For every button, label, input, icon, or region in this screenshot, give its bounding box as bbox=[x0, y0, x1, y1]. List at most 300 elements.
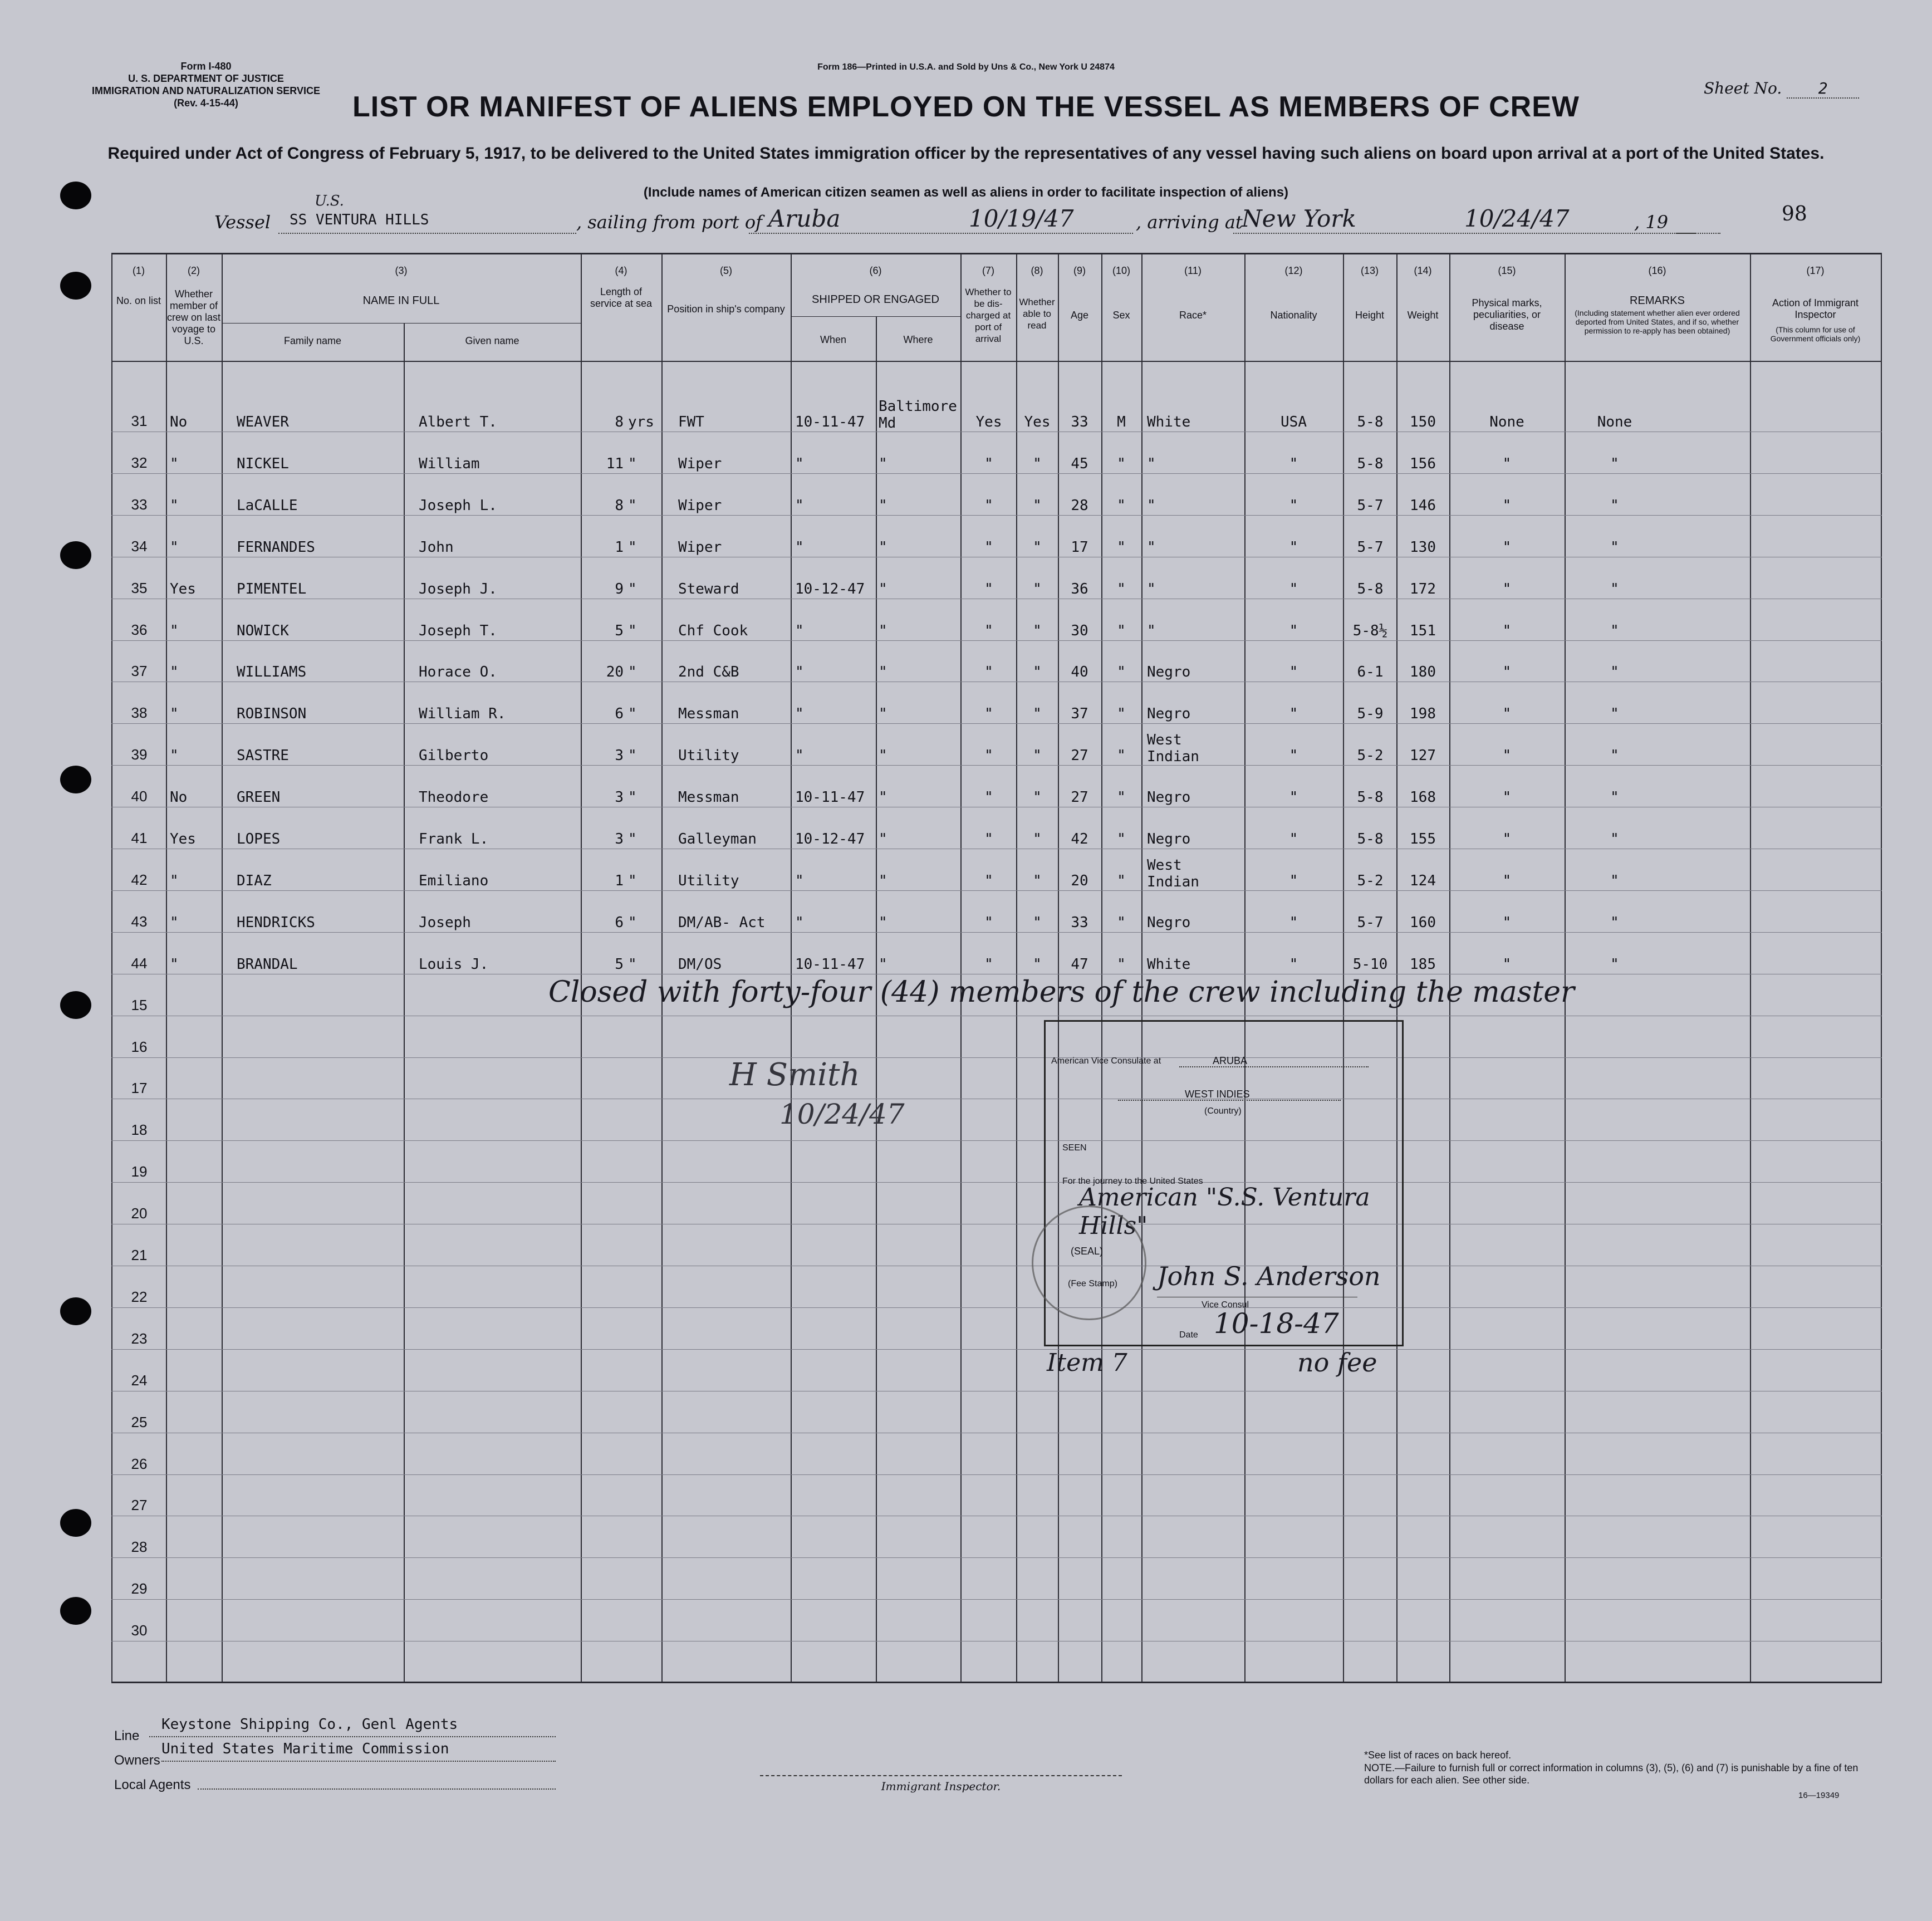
cell-discharged: Yes bbox=[975, 414, 1002, 430]
cell-discharged: " bbox=[984, 497, 993, 514]
cell-nationality: " bbox=[1289, 914, 1298, 931]
cell-service: 1 bbox=[615, 872, 624, 889]
cell-given: Joseph T. bbox=[419, 622, 497, 639]
cell-read: " bbox=[1033, 705, 1042, 723]
cell-age: 20 bbox=[1071, 872, 1088, 889]
cell-age: 36 bbox=[1071, 580, 1088, 597]
cell-where: " bbox=[879, 914, 887, 931]
cell-given: William bbox=[419, 455, 480, 472]
col-line bbox=[222, 253, 223, 1683]
cell-position: Utility bbox=[678, 747, 739, 765]
col-number: (6) bbox=[869, 265, 882, 276]
col-number: (11) bbox=[1184, 265, 1202, 276]
cell-service: 8 bbox=[615, 497, 624, 514]
cell-service: 5 bbox=[615, 955, 624, 973]
cell-nationality: " bbox=[1289, 664, 1298, 681]
row-number: 18 bbox=[131, 1121, 148, 1139]
col-number: (3) bbox=[395, 265, 408, 276]
cell-service: 3 bbox=[615, 831, 624, 847]
revision: (Rev. 4-15-44) bbox=[174, 97, 238, 109]
cell-unit: " bbox=[628, 789, 637, 806]
col-number: (8) bbox=[1031, 265, 1043, 276]
line-label: Line bbox=[114, 1728, 140, 1743]
cell-position: Messman bbox=[678, 789, 739, 806]
row-number: 38 bbox=[131, 704, 148, 722]
cell-position: Chf Cook bbox=[678, 622, 748, 639]
cell-discharged: " bbox=[984, 664, 993, 681]
cell-unit: " bbox=[628, 455, 637, 472]
cell-given: Joseph J. bbox=[419, 580, 497, 597]
immigrant-inspector-label: Immigrant Inspector. bbox=[881, 1780, 1001, 1793]
sailing-label: , sailing from port of bbox=[576, 212, 762, 233]
cell-nationality: " bbox=[1289, 705, 1298, 723]
cell-service: 11 bbox=[606, 455, 624, 472]
cell-sex: " bbox=[1117, 789, 1126, 806]
cell-age: 33 bbox=[1071, 414, 1088, 430]
header-when: When bbox=[820, 334, 847, 345]
header-age: Age bbox=[1070, 310, 1089, 321]
inspector-signature-date: 10/24/47 bbox=[779, 1098, 905, 1130]
cell-race: " bbox=[1147, 538, 1156, 556]
cell-height: 6-1 bbox=[1357, 664, 1384, 681]
cell-prev: No bbox=[170, 789, 188, 806]
table-top-border bbox=[111, 253, 1882, 254]
port-from: Aruba bbox=[768, 205, 841, 232]
cell-where: " bbox=[879, 497, 887, 514]
legal-requirement: Required under Act of Congress of February 5, 1917, to be delivered to the United States immigration officer by the representatives of any vessel having such aliens on board upon arrival at a port of the United States. bbox=[107, 144, 1825, 163]
punch-hole bbox=[60, 272, 91, 300]
row-number: 24 bbox=[131, 1371, 148, 1389]
cell-sex: " bbox=[1117, 497, 1126, 514]
stamp-date-label: Date bbox=[1179, 1330, 1198, 1340]
owners-underline bbox=[161, 1761, 556, 1762]
cell-height: 5-8½ bbox=[1352, 622, 1388, 639]
cell-age: 40 bbox=[1071, 664, 1088, 681]
item-note: Item 7 bbox=[1047, 1349, 1127, 1377]
cell-where: " bbox=[879, 622, 887, 639]
header-position: Position in ship's company bbox=[667, 303, 785, 315]
cell-discharged: " bbox=[984, 872, 993, 889]
cell-nationality: " bbox=[1289, 538, 1298, 556]
cell-age: 45 bbox=[1071, 455, 1088, 472]
vessel-name: SS VENTURA HILLS bbox=[290, 212, 429, 228]
cell-marks: " bbox=[1502, 831, 1512, 847]
cell-age: 30 bbox=[1071, 622, 1088, 639]
cell-unit: " bbox=[628, 747, 637, 765]
col-line bbox=[661, 253, 663, 1683]
cell-when: 10-11-47 bbox=[795, 414, 865, 430]
cell-position: 2nd C&B bbox=[678, 664, 739, 681]
punch-hole bbox=[60, 541, 91, 569]
punch-hole bbox=[60, 1509, 91, 1537]
row-line bbox=[111, 932, 1882, 933]
cell-given: Gilberto bbox=[419, 747, 489, 765]
cell-nationality: " bbox=[1289, 831, 1298, 847]
cell-when: " bbox=[795, 455, 804, 472]
header-bottom-border bbox=[111, 361, 1882, 362]
cell-family: LaCALLE bbox=[237, 497, 298, 514]
cell-read: " bbox=[1033, 455, 1042, 472]
cell-weight: 198 bbox=[1410, 705, 1436, 723]
cell-remarks: " bbox=[1610, 622, 1619, 639]
row-number: 17 bbox=[131, 1080, 148, 1097]
cell-height: 5-8 bbox=[1357, 789, 1384, 806]
row-number: 36 bbox=[131, 621, 148, 638]
consul-title: Vice Consul bbox=[1202, 1300, 1249, 1310]
cell-remarks: " bbox=[1610, 789, 1619, 806]
cell-marks: " bbox=[1502, 789, 1512, 806]
cell-race: White bbox=[1147, 414, 1191, 430]
cell-prev: " bbox=[170, 497, 179, 514]
cell-where: " bbox=[879, 789, 887, 806]
row-number: 15 bbox=[131, 996, 148, 1013]
cell-given: Horace O. bbox=[419, 664, 497, 681]
cell-when: " bbox=[795, 497, 804, 514]
cell-when: " bbox=[795, 914, 804, 931]
cell-unit: " bbox=[628, 664, 637, 681]
vessel-underline bbox=[278, 233, 576, 234]
col-line bbox=[111, 253, 112, 1683]
cell-prev: " bbox=[170, 747, 179, 765]
row-line bbox=[111, 723, 1882, 724]
cell-position: Galleyman bbox=[678, 831, 757, 847]
cell-race: Negro bbox=[1147, 664, 1191, 681]
row-number: 29 bbox=[131, 1580, 148, 1597]
cell-prev: No bbox=[170, 414, 188, 430]
cell-given: Frank L. bbox=[419, 831, 489, 847]
cell-unit: " bbox=[628, 914, 637, 931]
cell-position: FWT bbox=[678, 414, 704, 430]
cell-weight: 127 bbox=[1410, 747, 1436, 765]
cell-weight: 124 bbox=[1410, 872, 1436, 889]
cell-read: " bbox=[1033, 497, 1042, 514]
row-line bbox=[111, 515, 1882, 516]
col-number: (2) bbox=[188, 265, 200, 276]
cell-service: 6 bbox=[615, 705, 624, 723]
header-height: Height bbox=[1355, 310, 1385, 321]
cell-race: " bbox=[1147, 455, 1156, 472]
cell-age: 17 bbox=[1071, 538, 1088, 556]
cell-where: Baltimore Md bbox=[879, 398, 957, 432]
cell-race: West Indian bbox=[1147, 732, 1199, 766]
cell-position: DM/AB- Act bbox=[678, 914, 766, 931]
cell-nationality: " bbox=[1289, 955, 1298, 973]
cell-read: " bbox=[1033, 747, 1042, 765]
header-name-in-full: NAME IN FULL bbox=[362, 295, 440, 307]
cell-remarks: " bbox=[1610, 580, 1619, 597]
cell-given: Emiliano bbox=[419, 872, 489, 889]
cell-family: FERNANDES bbox=[237, 538, 315, 556]
cell-race: Negro bbox=[1147, 789, 1191, 806]
col-line bbox=[791, 253, 792, 1683]
cell-race: Negro bbox=[1147, 705, 1191, 723]
header-shipped-engaged: SHIPPED OR ENGAGED bbox=[812, 293, 939, 306]
col-line bbox=[166, 253, 167, 1683]
cell-service: 9 bbox=[615, 580, 624, 597]
fee-stamp-label: (Fee Stamp) bbox=[1068, 1279, 1117, 1288]
cell-nationality: " bbox=[1289, 789, 1298, 806]
cell-unit: " bbox=[628, 872, 637, 889]
row-number: 21 bbox=[131, 1247, 148, 1263]
col-number: (10) bbox=[1112, 265, 1130, 276]
cell-remarks: " bbox=[1610, 455, 1619, 472]
cell-where: " bbox=[879, 580, 887, 597]
cell-read: Yes bbox=[1024, 414, 1051, 430]
arriving-underline bbox=[1233, 233, 1695, 234]
cell-sex: " bbox=[1117, 831, 1126, 847]
cell-where: " bbox=[879, 705, 887, 723]
cell-read: " bbox=[1033, 622, 1042, 639]
cell-remarks: " bbox=[1610, 497, 1619, 514]
cell-position: Utility bbox=[678, 872, 739, 889]
row-number: 43 bbox=[131, 913, 148, 930]
col-number: (13) bbox=[1360, 265, 1379, 276]
row-number: 26 bbox=[131, 1455, 148, 1472]
col-line bbox=[1750, 253, 1751, 1683]
cell-prev: " bbox=[170, 664, 179, 681]
cell-service: 3 bbox=[615, 747, 624, 765]
cell-read: " bbox=[1033, 831, 1042, 847]
cell-service: 3 bbox=[615, 789, 624, 806]
page-title: LIST OR MANIFEST OF ALIENS EMPLOYED ON THE VESSEL AS MEMBERS OF CREW bbox=[352, 91, 1580, 123]
cell-height: 5-10 bbox=[1352, 955, 1388, 973]
consulate-underline bbox=[1179, 1066, 1369, 1067]
cell-marks: " bbox=[1502, 914, 1512, 931]
inspector-sign-line bbox=[760, 1775, 1122, 1776]
cell-when: 10-12-47 bbox=[795, 580, 865, 597]
cell-read: " bbox=[1033, 580, 1042, 597]
row-number: 35 bbox=[131, 579, 148, 596]
col-line bbox=[960, 253, 962, 1683]
cell-height: 5-2 bbox=[1357, 747, 1384, 765]
cell-height: 5-7 bbox=[1357, 914, 1384, 931]
cell-race: " bbox=[1147, 622, 1156, 639]
cell-service: 8 bbox=[615, 414, 624, 430]
arriving-label: , arriving at bbox=[1136, 212, 1243, 233]
cell-discharged: " bbox=[984, 914, 993, 931]
cell-sex: " bbox=[1117, 580, 1126, 597]
cell-marks: " bbox=[1502, 747, 1512, 765]
stamp-vessel-handwritten: American "S.S. Ventura Hills" bbox=[1079, 1183, 1370, 1240]
cell-marks: " bbox=[1502, 872, 1512, 889]
date-from: 10/19/47 bbox=[969, 205, 1074, 232]
row-line bbox=[111, 890, 1882, 891]
line-value: Keystone Shipping Co., Genl Agents bbox=[161, 1716, 458, 1733]
cell-service: 20 bbox=[606, 664, 624, 681]
cell-age: 33 bbox=[1071, 914, 1088, 931]
cell-unit: " bbox=[628, 580, 637, 597]
cell-service: 6 bbox=[615, 914, 624, 931]
cell-weight: 156 bbox=[1410, 455, 1436, 472]
vessel-label: Vessel bbox=[214, 212, 271, 233]
cell-where: " bbox=[879, 664, 887, 681]
cell-height: 5-8 bbox=[1357, 580, 1384, 597]
fee-note: no fee bbox=[1297, 1347, 1377, 1378]
cell-where: " bbox=[879, 455, 887, 472]
consulate-seal bbox=[1032, 1205, 1146, 1320]
cell-nationality: " bbox=[1289, 497, 1298, 514]
cell-position: DM/OS bbox=[678, 955, 722, 973]
cell-nationality: " bbox=[1289, 747, 1298, 765]
row-number: 34 bbox=[131, 537, 148, 555]
col-line bbox=[404, 323, 405, 1683]
header-length-of-service: Length of service at sea bbox=[590, 286, 653, 309]
cell-marks: " bbox=[1502, 705, 1512, 723]
cell-given: John bbox=[419, 538, 454, 556]
cell-unit: " bbox=[628, 955, 637, 973]
col-line bbox=[581, 253, 582, 1683]
cell-sex: " bbox=[1117, 914, 1126, 931]
cell-where: " bbox=[879, 831, 887, 847]
cell-position: Messman bbox=[678, 705, 739, 723]
consulate-label: American Vice Consulate at bbox=[1051, 1056, 1161, 1066]
cell-discharged: " bbox=[984, 622, 993, 639]
row-number: 44 bbox=[131, 954, 148, 972]
cell-nationality: " bbox=[1289, 455, 1298, 472]
cell-given: Albert T. bbox=[419, 414, 497, 430]
cell-prev: " bbox=[170, 705, 179, 723]
cell-prev: " bbox=[170, 455, 179, 472]
year-label: , 19 bbox=[1634, 212, 1669, 233]
cell-sex: " bbox=[1117, 664, 1126, 681]
cell-remarks: " bbox=[1610, 705, 1619, 723]
punch-hole bbox=[60, 991, 91, 1019]
races-note: *See list of races on back hereof. bbox=[1364, 1750, 1512, 1761]
cell-family: PIMENTEL bbox=[237, 580, 307, 597]
cell-where: " bbox=[879, 955, 887, 973]
cell-unit: yrs bbox=[628, 414, 654, 430]
row-line bbox=[111, 1349, 1882, 1350]
row-number: 22 bbox=[131, 1288, 148, 1305]
row-number: 23 bbox=[131, 1330, 148, 1347]
cell-prev: " bbox=[170, 914, 179, 931]
row-number: 33 bbox=[131, 496, 148, 513]
col-line bbox=[1881, 253, 1882, 1683]
form-code: 16—19349 bbox=[1798, 1791, 1840, 1800]
header-remarks: REMARKS bbox=[1630, 295, 1685, 307]
cell-service: 1 bbox=[615, 538, 624, 556]
cell-height: 5-7 bbox=[1357, 497, 1384, 514]
consul-signature: John S. Anderson bbox=[1157, 1261, 1381, 1291]
col-number: (16) bbox=[1648, 265, 1666, 276]
col-number: (1) bbox=[133, 265, 145, 276]
seal-label: (SEAL) bbox=[1071, 1246, 1104, 1257]
cell-weight: 160 bbox=[1410, 914, 1436, 931]
cell-race: " bbox=[1147, 497, 1156, 514]
printer-line: Form 186—Printed in U.S.A. and Sold by Uns & Co., New York U 24874 bbox=[817, 62, 1115, 72]
cell-nationality: USA bbox=[1281, 414, 1307, 430]
cell-sex: " bbox=[1117, 872, 1126, 889]
cell-nationality: " bbox=[1289, 872, 1298, 889]
include-note: (Include names of American citizen seamen as well as aliens in order to facilitate inspection of aliens) bbox=[643, 185, 1289, 200]
seen-label: SEEN bbox=[1062, 1143, 1087, 1153]
cell-sex: " bbox=[1117, 538, 1126, 556]
cell-position: Wiper bbox=[678, 497, 722, 514]
port-to: New York bbox=[1242, 205, 1356, 232]
header-no-on-list: No. on list bbox=[116, 295, 161, 306]
cell-discharged: " bbox=[984, 955, 993, 973]
cell-height: 5-8 bbox=[1357, 455, 1384, 472]
cell-height: 5-8 bbox=[1357, 831, 1384, 847]
cell-remarks: " bbox=[1610, 955, 1619, 973]
cell-given: Theodore bbox=[419, 789, 489, 806]
cell-age: 28 bbox=[1071, 497, 1088, 514]
cell-when: 10-12-47 bbox=[795, 831, 865, 847]
cell-height: 5-7 bbox=[1357, 538, 1384, 556]
cell-sex: M bbox=[1117, 414, 1126, 430]
col-number: (7) bbox=[982, 265, 994, 276]
cell-prev: " bbox=[170, 622, 179, 639]
cell-weight: 172 bbox=[1410, 580, 1436, 597]
cell-where: " bbox=[879, 872, 887, 889]
cell-race: Negro bbox=[1147, 914, 1191, 931]
cell-read: " bbox=[1033, 538, 1042, 556]
cell-discharged: " bbox=[984, 580, 993, 597]
consulate-country: WEST INDIES bbox=[1185, 1089, 1250, 1100]
cell-prev: " bbox=[170, 955, 179, 973]
cell-weight: 151 bbox=[1410, 622, 1436, 639]
row-line bbox=[111, 1057, 1882, 1058]
cell-given: Joseph L. bbox=[419, 497, 497, 514]
cell-age: 27 bbox=[1071, 789, 1088, 806]
cell-unit: " bbox=[628, 497, 637, 514]
cell-sex: " bbox=[1117, 622, 1126, 639]
col-number: (17) bbox=[1806, 265, 1825, 276]
header-race: Race* bbox=[1179, 310, 1207, 321]
vessel-prefix: U.S. bbox=[315, 193, 344, 209]
row-number: 16 bbox=[131, 1038, 148, 1055]
row-line bbox=[111, 1599, 1882, 1600]
row-number: 28 bbox=[131, 1538, 148, 1556]
cell-weight: 146 bbox=[1410, 497, 1436, 514]
cell-weight: 150 bbox=[1410, 414, 1436, 430]
cell-family: WEAVER bbox=[237, 414, 289, 430]
consulate-location: ARUBA bbox=[1213, 1055, 1248, 1066]
cell-family: DIAZ bbox=[237, 872, 272, 889]
row-line bbox=[111, 1140, 1882, 1141]
header-family-name: Family name bbox=[283, 335, 342, 346]
form-number: Form I-480 bbox=[180, 61, 232, 72]
date-to: 10/24/47 bbox=[1464, 205, 1570, 232]
cell-marks: " bbox=[1502, 580, 1512, 597]
col-number: (15) bbox=[1498, 265, 1516, 276]
cell-when: 10-11-47 bbox=[795, 789, 865, 806]
cell-remarks: " bbox=[1610, 538, 1619, 556]
cell-marks: " bbox=[1502, 955, 1512, 973]
cell-prev: Yes bbox=[170, 831, 196, 847]
cell-discharged: " bbox=[984, 538, 993, 556]
header-weight: Weight bbox=[1407, 310, 1439, 321]
cell-age: 37 bbox=[1071, 705, 1088, 723]
cell-age: 47 bbox=[1071, 955, 1088, 973]
service: IMMIGRATION AND NATURALIZATION SERVICE bbox=[92, 85, 320, 96]
cell-unit: " bbox=[628, 538, 637, 556]
row-number: 31 bbox=[131, 413, 148, 429]
cell-family: NICKEL bbox=[237, 455, 289, 472]
cell-family: HENDRICKS bbox=[237, 914, 315, 931]
line-underline bbox=[149, 1736, 556, 1737]
cell-read: " bbox=[1033, 872, 1042, 889]
row-number: 32 bbox=[131, 454, 148, 471]
cell-position: Wiper bbox=[678, 538, 722, 556]
cell-remarks: None bbox=[1597, 414, 1632, 430]
header-inspector-sub: (This column for use of Government officials only) bbox=[1770, 325, 1861, 343]
closing-note: Closed with forty-four (44) members of the crew including the master bbox=[548, 976, 1575, 1009]
cell-read: " bbox=[1033, 789, 1042, 806]
cell-when: 10-11-47 bbox=[795, 955, 865, 973]
cell-remarks: " bbox=[1610, 914, 1619, 931]
country-underline bbox=[1118, 1100, 1341, 1101]
